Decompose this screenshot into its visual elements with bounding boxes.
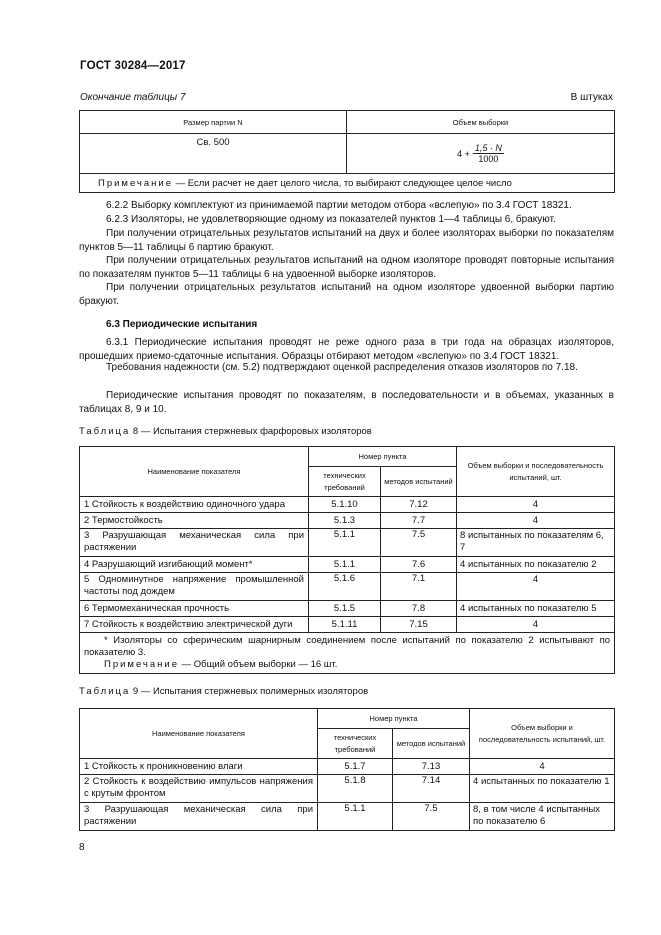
table7-header-sample-size: Объем выборки <box>347 111 615 134</box>
table-row <box>80 601 615 617</box>
table8-cell-name: 4 Разрушающий изгибающий момент* <box>80 557 309 573</box>
table7 <box>79 110 615 193</box>
table8-cell-name: 3 Разрушающая механическая сила при растяжении <box>80 529 309 557</box>
table8-cell-req: 5.1.5 <box>309 601 381 617</box>
paragraph-6-3-1: 6.3.1 Периодические испытания проводят не реже одного раза в три года на образцах изоляторов, прошедших приемо-сдаточные испытания. Образцы отбирают методом «вслепую» по 3.4 ГОСТ 18321. <box>79 337 614 362</box>
table9 <box>79 708 615 831</box>
table7-note-text: — Если расчет не дает целого числа, то выбирают следующее целое число <box>173 177 512 189</box>
table8-header-methods: методов испытаний <box>381 467 457 497</box>
table-row <box>80 497 615 513</box>
formula-prefix: 4 + <box>457 148 470 159</box>
table8-cell-method: 7.8 <box>381 601 457 617</box>
table9-cell-method: 7.5 <box>393 803 470 831</box>
table8-cell-method: 7.6 <box>381 557 457 573</box>
table8-cell-method: 7.5 <box>381 529 457 557</box>
table8-cell-name: 2 Термостойкость <box>80 513 309 529</box>
table7-formula-cell <box>347 134 615 174</box>
table9-cell-req: 5.1.8 <box>318 775 393 803</box>
table-row <box>80 573 615 601</box>
table-row <box>80 775 615 803</box>
paragraph-reliability: Требования надежности (см. 5.2) подтверждают оценкой распределения отказов изоляторов по 7.18. <box>106 362 578 373</box>
table7-note-label: Примечание <box>98 177 173 189</box>
table9-cell-sample: 4 <box>470 759 615 775</box>
table8-note <box>84 659 610 671</box>
table9-cell-req: 5.1.1 <box>318 803 393 831</box>
table8 <box>79 446 615 674</box>
table8-header-sample: Объем выборки и последовательность испытаний, шт. <box>457 447 615 497</box>
paragraph-negative-results-2: При получении отрицательных результатов испытаний на одном изоляторе проводят повторные испытания по показателям пунктов 5—11 таблицы 6 на удвоенной выборке изоляторов. <box>79 255 614 280</box>
paragraph-negative-results-3: При получении отрицательных результатов испытаний на одном изоляторе удвоенной выборки партию бракуют. <box>79 282 614 307</box>
table9-cell-name: 2 Стойкость к воздействию импульсов напряжения с крутым фронтом <box>80 775 318 803</box>
paragraph-6-2-2: 6.2.2 Выборку комплектуют из принимаемой партии методом отбора «вслепую» по 3.4 ГОСТ 18321. <box>106 200 572 211</box>
table8-caption <box>79 426 372 437</box>
table9-caption <box>79 686 368 697</box>
table8-caption-title: 8 — Испытания стержневых фарфоровых изоляторов <box>130 426 372 437</box>
table8-header-name: Наименование показателя <box>80 447 309 497</box>
table-row <box>80 617 615 633</box>
table8-cell-sample: 4 <box>457 573 615 601</box>
table7-lot-size-value: Св. 500 <box>80 134 347 174</box>
table8-cell-name: 6 Термомеханическая прочность <box>80 601 309 617</box>
paragraph-6-2-3: 6.2.3 Изоляторы, не удовлетворяющие одному из показателей пунктов 1—4 таблицы 6, бракуют. <box>106 214 556 225</box>
table-row <box>80 513 615 529</box>
table8-header-item-number: Номер пункта <box>309 447 457 467</box>
table8-cell-req: 5.1.3 <box>309 513 381 529</box>
formula-fraction <box>473 143 504 164</box>
table8-cell-req: 5.1.6 <box>309 573 381 601</box>
table8-header-tech-req: технических требований <box>309 467 381 497</box>
table8-cell-sample: 4 испытанных по показателю 2 <box>457 557 615 573</box>
table8-cell-req: 5.1.11 <box>309 617 381 633</box>
table9-cell-sample: 4 испытанных по показателю 1 <box>470 775 615 803</box>
table7-caption: Окончание таблицы 7 <box>80 92 186 103</box>
table9-header-name: Наименование показателя <box>80 709 318 759</box>
table9-header-sample: Объем выборки и последовательность испытаний, шт. <box>470 709 615 759</box>
table8-cell-req: 5.1.10 <box>309 497 381 513</box>
table8-caption-word: Таблица <box>79 426 131 437</box>
table8-cell-req: 5.1.1 <box>309 529 381 557</box>
table9-header-tech-req: технических требований <box>318 729 393 759</box>
table9-cell-method: 7.14 <box>393 775 470 803</box>
table9-cell-req: 5.1.7 <box>318 759 393 775</box>
table8-cell-sample: 8 испытанных по показателям 6, 7 <box>457 529 615 557</box>
table8-cell-sample: 4 <box>457 513 615 529</box>
formula-numerator: 1,5 · N <box>474 143 502 153</box>
table8-cell-name: 1 Стойкость к воздействию одиночного удара <box>80 497 309 513</box>
table-row <box>80 529 615 557</box>
table9-caption-title: 9 — Испытания стержневых полимерных изоляторов <box>130 686 369 697</box>
table9-cell-name: 1 Стойкость к проникновению влаги <box>80 759 318 775</box>
table8-cell-name: 5 Одноминутное напряжение промышленной частоты под дождем <box>80 573 309 601</box>
paragraph-sequence: Периодические испытания проводят по показателям, в последовательности и в объемах, указанных в таблицах 8, 9 и 10. <box>79 390 614 415</box>
table8-footnote-cell <box>80 633 615 674</box>
table8-cell-method: 7.12 <box>381 497 457 513</box>
table7-header-lot-size: Размер партии N <box>80 111 347 134</box>
table8-cell-method: 7.1 <box>381 573 457 601</box>
formula-denominator: 1000 <box>478 154 499 164</box>
table8-cell-method: 7.7 <box>381 513 457 529</box>
table9-header-methods: методов испытаний <box>393 729 470 759</box>
table8-cell-method: 7.15 <box>381 617 457 633</box>
table7-note <box>80 174 615 193</box>
table8-note-label: Примечание <box>104 659 179 670</box>
table8-cell-sample: 4 <box>457 617 615 633</box>
table7-units: В штуках <box>570 92 613 103</box>
table9-header-item-number: Номер пункта <box>318 709 470 729</box>
table9-caption-word: Таблица <box>79 686 131 697</box>
table8-footnote: * Изоляторы со сферическим шарнирным соединением после испытаний по показателю 2 испытывают по показателю 3. <box>84 635 611 658</box>
page-number: 8 <box>79 842 85 853</box>
sample-size-formula <box>457 143 504 164</box>
table-row <box>80 803 615 831</box>
table-row <box>80 557 615 573</box>
table9-cell-method: 7.13 <box>393 759 470 775</box>
table8-cell-name: 7 Стойкость к воздействию электрической дуги <box>80 617 309 633</box>
paragraph-negative-results-1: При получении отрицательных результатов испытаний на двух и более изоляторах выборки по показателям пунктов 5—11 таблицы 6 партию бракуют. <box>79 228 614 253</box>
document-code: ГОСТ 30284—2017 <box>80 60 186 72</box>
table8-cell-sample: 4 испытанных по показателю 5 <box>457 601 615 617</box>
table9-cell-name: 3 Разрушающая механическая сила при растяжении <box>80 803 318 831</box>
section-heading-6-3: 6.3 Периодические испытания <box>106 319 258 330</box>
table-row <box>80 759 615 775</box>
table8-cell-req: 5.1.1 <box>309 557 381 573</box>
table8-cell-sample: 4 <box>457 497 615 513</box>
table9-cell-sample: 8, в том числе 4 испытанных по показателю 6 <box>470 803 615 831</box>
table8-note-text: — Общий объем выборки — 16 шт. <box>179 659 338 670</box>
